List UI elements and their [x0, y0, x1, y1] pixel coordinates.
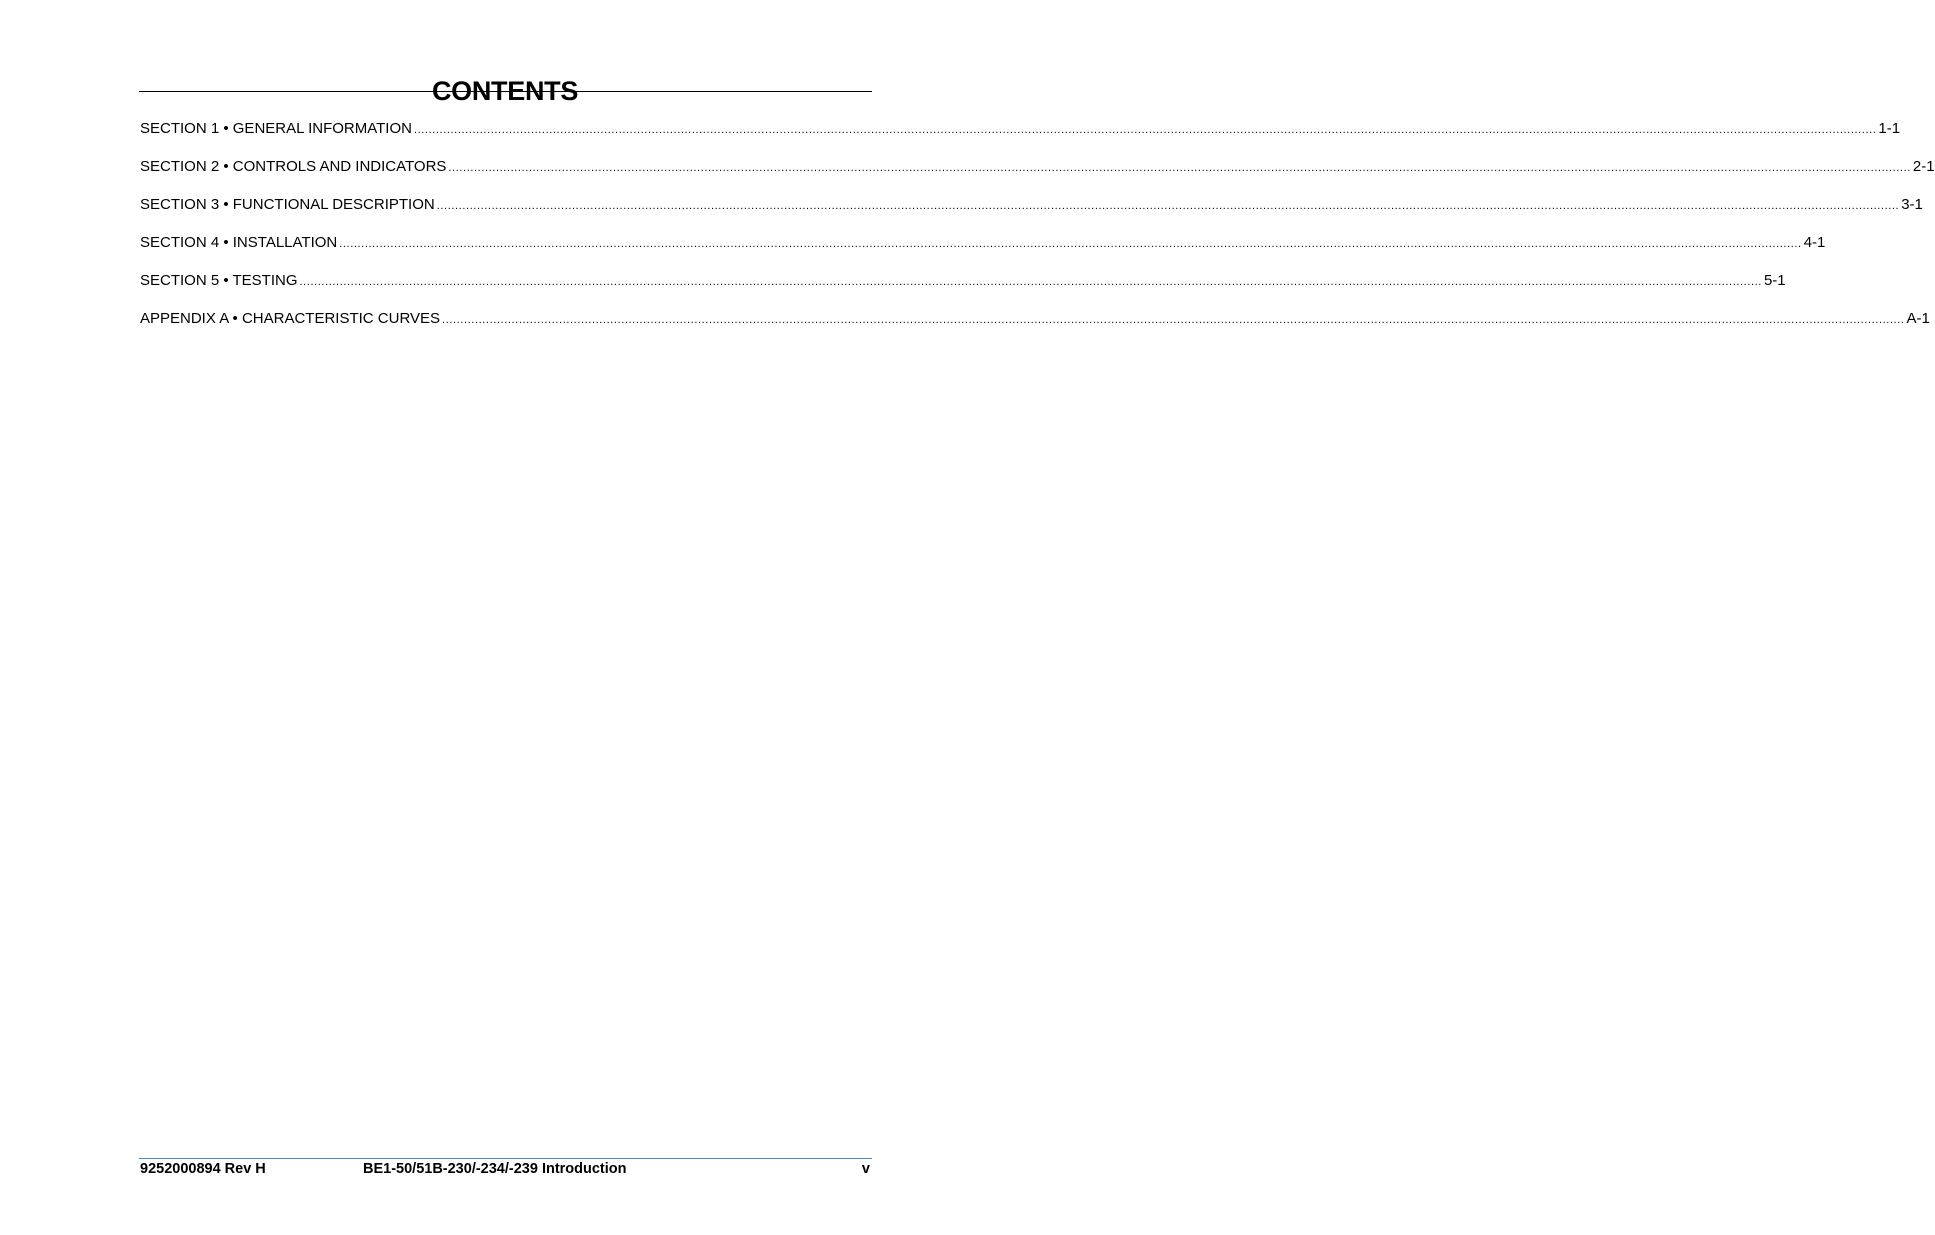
toc-entry-label: SECTION 5 • TESTING: [140, 272, 298, 289]
toc-entry-label: SECTION 2 • CONTROLS AND INDICATORS: [140, 158, 447, 175]
footer-page-number: v: [861, 1161, 870, 1177]
toc-dot-leader: ................................................................................................................................................................................................................................................................................................................................................................................................................: [436, 200, 1900, 212]
toc-entry-label: APPENDIX A • CHARACTERISTIC CURVES: [140, 310, 441, 327]
footer-doc-number: 9252000894 Rev H: [140, 1161, 266, 1177]
toc-dot-leader: ................................................................................................................................................................................................................................................................................................................................................................................................................: [339, 238, 1802, 250]
toc-entry-label: SECTION 3 • FUNCTIONAL DESCRIPTION: [140, 196, 435, 213]
table-of-contents: [140, 119, 1935, 328]
toc-entry-label: SECTION 4 • INSTALLATION: [140, 234, 338, 251]
toc-entry-page: 2-1: [1912, 158, 1935, 175]
toc-entry-section-5[interactable]: [140, 271, 1786, 290]
toc-dot-leader: ................................................................................................................................................................................................................................................................................................................................................................................................................: [299, 276, 1762, 288]
toc-dot-leader: ................................................................................................................................................................................................................................................................................................................................................................................................................: [442, 314, 1905, 326]
toc-dot-leader: ................................................................................................................................................................................................................................................................................................................................................................................................................: [448, 162, 1911, 174]
toc-entry-page: 3-1: [1901, 196, 1923, 213]
title-divider: [139, 91, 872, 92]
toc-entry-section-4[interactable]: [140, 233, 1826, 252]
toc-entry-appendix-a[interactable]: [140, 309, 1930, 328]
toc-entry-page: 1-1: [1878, 120, 1901, 137]
toc-entry-page: 4-1: [1803, 234, 1826, 251]
toc-dot-leader: ................................................................................................................................................................................................................................................................................................................................................................................................................: [413, 124, 1877, 136]
toc-entry-section-2[interactable]: [140, 157, 1935, 176]
toc-entry-page: A-1: [1906, 310, 1930, 327]
toc-entry-section-3[interactable]: [140, 195, 1923, 214]
toc-entry-section-1[interactable]: [140, 119, 1901, 138]
toc-entry-label: SECTION 1 • GENERAL INFORMATION: [140, 120, 412, 137]
page-title: CONTENTS: [431, 76, 579, 107]
footer-doc-title: BE1-50/51B-230/-234/-239 Introduction: [363, 1161, 627, 1177]
footer-divider: [139, 1158, 872, 1159]
toc-entry-page: 5-1: [1763, 272, 1786, 289]
